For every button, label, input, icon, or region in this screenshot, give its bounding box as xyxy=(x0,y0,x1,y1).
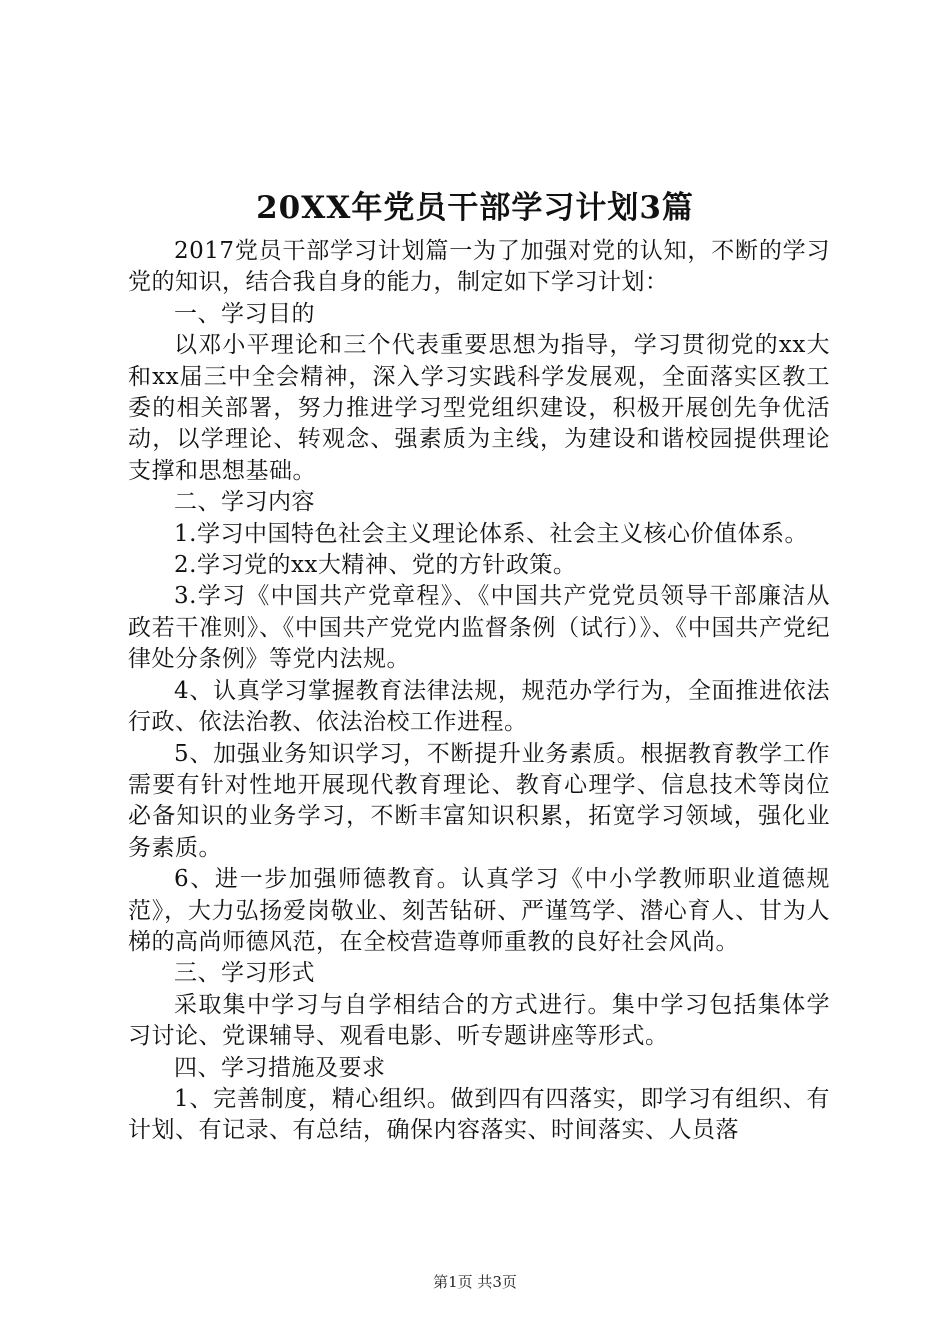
section-heading: 二、学习内容 xyxy=(174,489,315,516)
paragraph: 以邓小平理论和三个代表重要思想为指导，学习贯彻党的xx大和xx届三中全会精神，深入学习实践科学发展观，全面落实区教工委的相关部署，努力推进学习型党组织建设，积极开展创先争优活动，以学理论、转观念、强素质为主线，为建设和谐校园提供理论支撑和思想基础。 xyxy=(128,332,830,484)
list-item: 5、加强业务知识学习，不断提升业务素质。根据教育教学工作需要有针对性地开展现代教育理论、教育心理学、信息技术等岗位必备知识的业务学习，不断丰富知识积累，拓宽学习领域，强化业务素质。 xyxy=(128,740,830,861)
list-item: 3.学习《中国共产党章程》、《中国共产党党员领导干部廉洁从政若干准则》、《中国共产党党内监督条例（试行）》、《中国共产党纪律处分条例》等党内法规。 xyxy=(128,583,830,673)
list-item: 1.学习中国特色社会主义理论体系、社会主义核心价值体系。 xyxy=(174,520,808,547)
list-item: 6、进一步加强师德教育。认真学习《中小学教师职业道德规范》，大力弘扬爱岗敬业、刻苦钻研、严谨笃学、潜心育人、甘为人梯的高尚师德风范，在全校营造尊师重教的良好社会风尚。 xyxy=(128,866,830,955)
section-heading: 三、学习形式 xyxy=(174,960,315,987)
list-item: 4、认真学习掌握教育法律法规，规范办学行为，全面推进依法行政、依法治教、依法治校工作进程。 xyxy=(128,677,830,736)
section-heading: 四、学习措施及要求 xyxy=(174,1054,386,1081)
document-title: 20XX年党员干部学习计划3篇 xyxy=(256,190,694,226)
section-heading: 一、学习目的 xyxy=(174,300,315,327)
paragraph: 采取集中学习与自学相结合的方式进行。集中学习包括集体学习讨论、党课辅导、观看电影、听专题讲座等形式。 xyxy=(128,991,830,1050)
list-item: 2.学习党的xx大精神、党的方针政策。 xyxy=(174,552,577,579)
document-body xyxy=(128,236,830,1147)
paragraph: 2017党员干部学习计划篇一为了加强对党的认知，不断的学习党的知识，结合我自身的能力，制定如下学习计划： xyxy=(128,238,830,296)
page-footer: 第1页 共3页 xyxy=(433,1273,517,1291)
list-item: 1、完善制度，精心组织。做到四有四落实，即学习有组织、有计划、有记录、有总结，确保内容落实、时间落实、人员落 xyxy=(128,1085,830,1144)
